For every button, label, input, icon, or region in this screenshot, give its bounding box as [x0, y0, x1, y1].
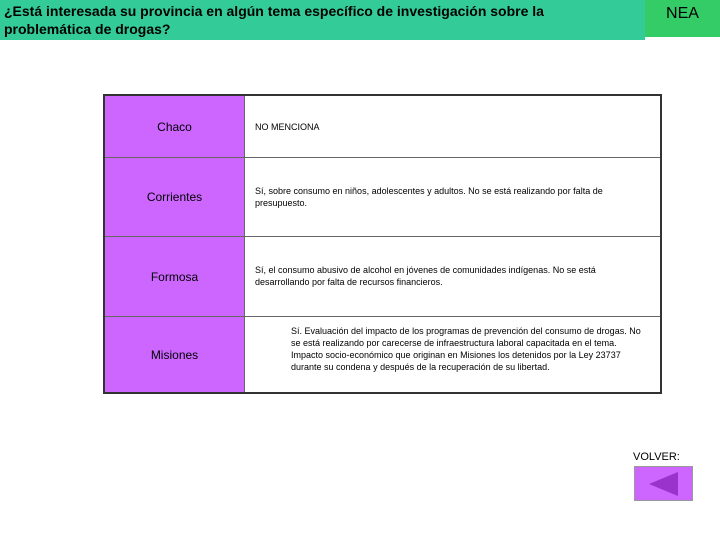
- answer-cell: [245, 158, 660, 236]
- province-cell: [105, 96, 245, 157]
- table-row: [105, 237, 660, 316]
- province-label: Formosa: [150, 269, 199, 284]
- header-bar: [0, 0, 645, 40]
- province-cell: [105, 237, 245, 316]
- province-cell: [105, 317, 245, 392]
- table-row: [105, 96, 660, 157]
- region-label: NEA: [666, 5, 699, 22]
- province-label: Corrientes: [146, 190, 203, 204]
- answer-cell: [245, 317, 660, 392]
- back-button[interactable]: [634, 466, 693, 501]
- answer-cell: [245, 237, 660, 316]
- answer-text: Sí, el consumo abusivo de alcohol en jóvenes de comunidades indígenas. No se está desarrollando por falta de recursos financieros.: [255, 265, 596, 287]
- province-label: Misiones: [150, 347, 199, 362]
- responses-table: [103, 94, 662, 394]
- province-label: Chaco: [157, 119, 192, 134]
- answer-text: NO MENCIONA: [255, 122, 320, 132]
- table-row: [105, 317, 660, 392]
- table-row: [105, 158, 660, 236]
- region-tag: [645, 0, 720, 37]
- back-label: VOLVER:: [633, 451, 680, 463]
- page-title: ¿Está interesada su provincia en algún tema específico de investigación sobre la problemática de drogas?: [4, 3, 544, 37]
- triangle-left-icon: [635, 467, 692, 500]
- answer-text: Sí. Evaluación del impacto de los programas de prevención del consumo de drogas. No se está realizando por carecerse de infraestructura laboral capacitada en el tema. Impacto socio-económico que originan en Misiones los detenidos por la Ley 23737 durante su condena y después de la recuperación de su libertad.: [291, 326, 641, 372]
- answer-text: Sí, sobre consumo en niños, adolescentes y adultos. No se está realizando por falta de presupuesto.: [255, 186, 603, 208]
- answer-cell: [245, 96, 660, 157]
- province-cell: [105, 158, 245, 236]
